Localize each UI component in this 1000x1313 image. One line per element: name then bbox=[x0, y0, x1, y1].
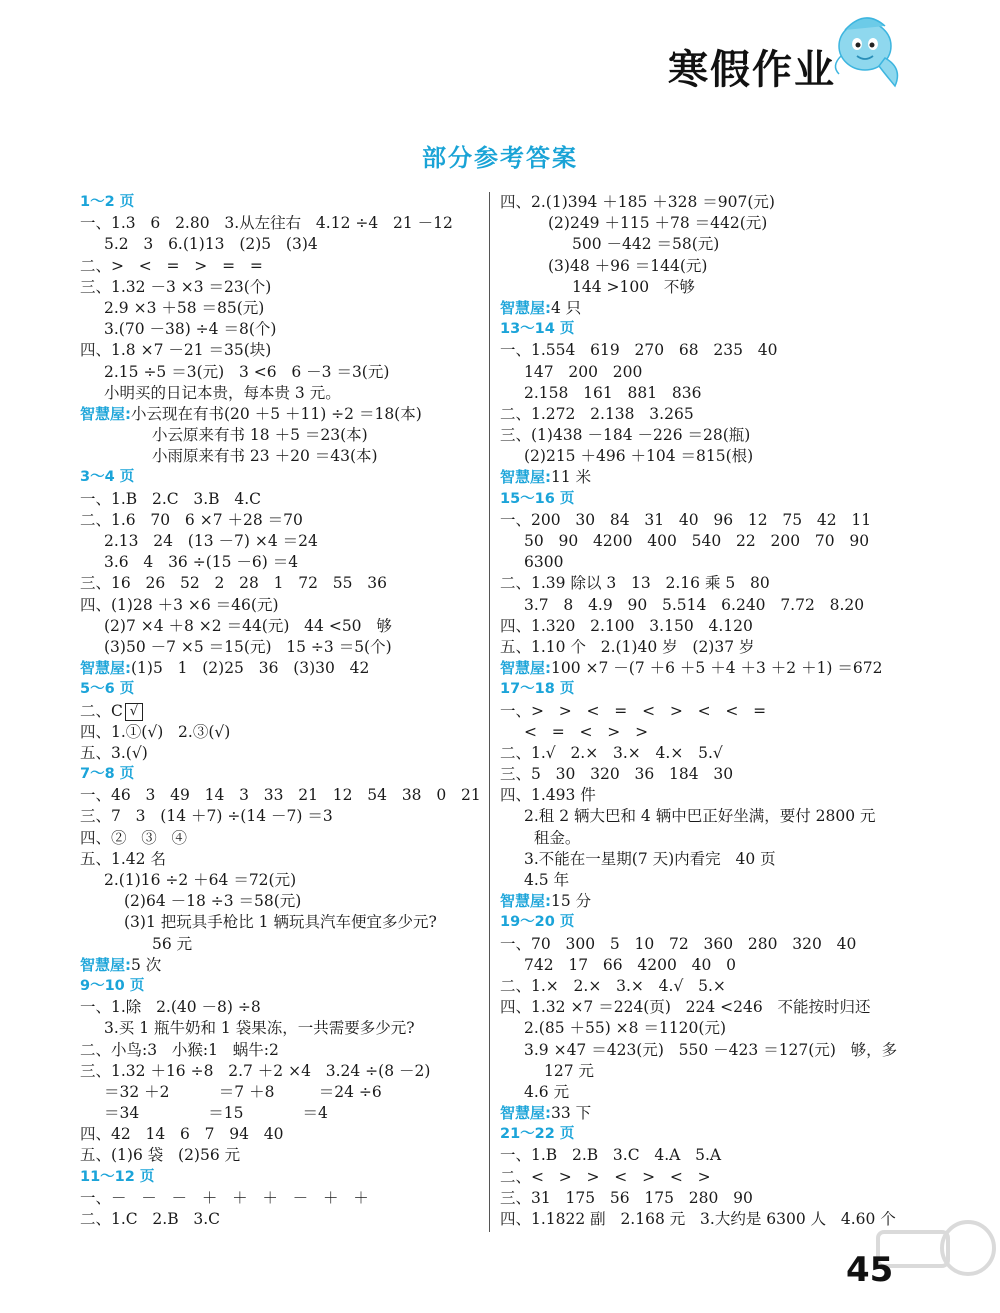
bonus-answer-text: 33 下 bbox=[551, 1104, 592, 1123]
bonus-answer-line bbox=[500, 467, 920, 488]
right-answer-column bbox=[500, 192, 920, 1230]
answer-line: 小明买的日记本贵，每本贵 3 元。 bbox=[104, 383, 341, 402]
bonus-answer-text: 小云现在有书(20 ＋5 ＋11) ÷2 ＝18(本) bbox=[131, 404, 422, 423]
bonus-answer-line bbox=[80, 404, 480, 425]
answer-line: (3)48 ＋96 ＝144(元) bbox=[548, 256, 708, 275]
answer-line: < = < > > bbox=[524, 722, 649, 741]
answer-line: 四、1.1822 副 2.168 元 3.大约是 6300 人 4.60 个 bbox=[500, 1210, 896, 1228]
answer-line: 三、1.32 －3 ×3 ＝23(个) bbox=[80, 277, 272, 296]
answer-line: 一、1.B 2.B 3.C 4.A 5.A bbox=[500, 1146, 722, 1165]
answer-line: 四、1.320 2.100 3.150 4.120 bbox=[500, 616, 753, 635]
section-page-range: 21～22 页 bbox=[500, 1126, 575, 1143]
answer-line: (3)1 把玩具手枪比 1 辆玩具汽车便宜多少元? bbox=[124, 913, 437, 932]
answer-text: 二、C bbox=[80, 701, 123, 720]
answer-line: 四、1.①(√) 2.③(√) bbox=[80, 722, 231, 741]
answer-line: 三、1.32 ＋16 ÷8 2.7 ＋2 ×4 3.24 ÷(8 －2) bbox=[80, 1061, 431, 1080]
answer-line: 二、1.× 2.× 3.× 4.√ 5.× bbox=[500, 976, 726, 995]
answer-line: 2.13 24 (13 －7) ×4 ＝24 bbox=[104, 532, 318, 550]
answer-line: 50 90 4200 400 540 22 200 70 90 bbox=[524, 532, 870, 550]
bonus-label: 智慧屋: bbox=[500, 298, 551, 317]
left-answer-column bbox=[80, 192, 480, 1230]
bonus-label: 智慧屋: bbox=[80, 955, 131, 974]
bonus-answer-text: (1)5 1 (2)25 36 (3)30 42 bbox=[131, 659, 370, 678]
answer-line: 四、1.8 ×7 －21 ＝35(块) bbox=[80, 341, 272, 360]
answer-line: 四、② ③ ④ bbox=[80, 828, 188, 847]
answer-line: 三、5 30 320 36 184 30 bbox=[500, 765, 734, 784]
bonus-answer-line bbox=[500, 1103, 920, 1124]
section-page-range: 5～6 页 bbox=[80, 681, 135, 698]
answer-line: 一、1.3 6 2.80 3.从左往右 4.12 ÷4 21 －12 bbox=[80, 214, 453, 233]
bonus-answer-line bbox=[500, 298, 920, 319]
answer-line: 2.158 161 881 836 bbox=[524, 383, 702, 402]
answer-line: 四、1.32 ×7 ＝224(页) 224 <246 不能按时归还 bbox=[500, 998, 871, 1017]
answer-line: 2.(85 ＋55) ×8 ＝1120(元) bbox=[524, 1019, 726, 1038]
answer-line bbox=[80, 701, 480, 722]
answer-line: 二、小鸟:3 小猴:1 蜗牛:2 bbox=[80, 1040, 279, 1059]
answer-line: 二、1.39 除以 3 13 2.16 乘 5 80 bbox=[500, 574, 770, 593]
dolphin-mascot-icon bbox=[825, 8, 910, 90]
answer-line: 一、1.554 619 270 68 235 40 bbox=[500, 341, 778, 360]
answer-line: 五、1.42 名 bbox=[80, 849, 166, 868]
answer-line: 2.9 ×3 ＋58 ＝85(元) bbox=[104, 298, 265, 317]
answer-line: 三、7 3 (14 ＋7) ÷(14 －7) ＝3 bbox=[80, 807, 333, 826]
answer-line: (3)50 －7 ×5 ＝15(元) 15 ÷3 ＝5(个) bbox=[104, 637, 392, 656]
answer-line: 五、1.10 个 2.(1)40 岁 (2)37 岁 bbox=[500, 637, 755, 656]
bonus-label: 智慧屋: bbox=[500, 659, 551, 678]
answer-line: 四、1.493 件 bbox=[500, 786, 596, 805]
bonus-answer-text: 15 分 bbox=[551, 892, 592, 911]
answer-line: 5.2 3 6.(1)13 (2)5 (3)4 bbox=[104, 235, 318, 254]
answer-line: 3.9 ×47 ＝423(元) 550 －423 ＝127(元) 够，多 bbox=[524, 1040, 898, 1059]
answer-line: 500 －442 ＝58(元) bbox=[572, 235, 720, 254]
checked-box-icon: √ bbox=[125, 703, 143, 721]
answer-line: 四、(1)28 ＋3 ×6 ＝46(元) bbox=[80, 595, 279, 614]
answer-line: (2)64 －18 ÷3 ＝58(元) bbox=[124, 892, 302, 911]
section-page-range: 11～12 页 bbox=[80, 1168, 155, 1185]
answer-line: 二、1.272 2.138 3.265 bbox=[500, 404, 694, 423]
bonus-answer-text: 5 次 bbox=[131, 955, 162, 974]
section-page-range: 9～10 页 bbox=[80, 977, 145, 994]
bonus-label: 智慧屋: bbox=[500, 1104, 551, 1123]
section-page-range: 13～14 页 bbox=[500, 321, 575, 338]
bonus-label: 智慧屋: bbox=[500, 468, 551, 487]
section-page-range: 7～8 页 bbox=[80, 766, 135, 783]
answer-line: 四、42 14 6 7 94 40 bbox=[80, 1125, 284, 1144]
answer-line: 二、1.6 70 6 ×7 ＋28 ＝70 bbox=[80, 510, 303, 529]
answer-line: 4.6 元 bbox=[524, 1082, 570, 1101]
answer-line: 二、1.√ 2.× 3.× 4.× 5.√ bbox=[500, 743, 723, 762]
answer-line: 3.7 8 4.9 90 5.514 6.240 7.72 8.20 bbox=[524, 595, 865, 614]
section-page-range: 17～18 页 bbox=[500, 681, 575, 698]
bonus-answer-line bbox=[500, 658, 920, 679]
bonus-answer-text: 4 只 bbox=[551, 298, 582, 317]
answer-line: 742 17 66 4200 40 0 bbox=[524, 955, 736, 974]
answer-line: ＝32 ＋2 ＝7 ＋8 ＝24 ÷6 bbox=[104, 1082, 382, 1101]
bonus-answer-text: 100 ×7 －(7 ＋6 ＋5 ＋4 ＋3 ＋2 ＋1) ＝672 bbox=[551, 659, 883, 678]
page-heading: 部分参考答案 bbox=[422, 144, 578, 172]
answer-line: 租金。 bbox=[524, 828, 581, 847]
answer-line: 56 元 bbox=[152, 934, 193, 953]
section-page-range: 3～4 页 bbox=[80, 469, 135, 486]
bonus-answer-line bbox=[80, 955, 480, 976]
answer-line: 小雨原来有书 23 ＋20 ＝43(本) bbox=[152, 447, 378, 466]
page-number: 45 bbox=[846, 1250, 894, 1290]
answer-line: 四、2.(1)394 ＋185 ＋328 ＝907(元) bbox=[500, 193, 775, 211]
section-page-range: 19～20 页 bbox=[500, 914, 575, 931]
answer-line: 三、31 175 56 175 280 90 bbox=[500, 1188, 753, 1207]
answer-line: 一、－ － － ＋ ＋ ＋ － ＋ ＋ bbox=[80, 1188, 369, 1207]
answer-line: 五、(1)6 袋 (2)56 元 bbox=[80, 1146, 241, 1165]
bonus-label: 智慧屋: bbox=[80, 404, 131, 423]
answer-line: 147 200 200 bbox=[524, 362, 643, 381]
answer-line: 三、16 26 52 2 28 1 72 55 36 bbox=[80, 574, 388, 593]
answer-line: (2)249 ＋115 ＋78 ＝442(元) bbox=[548, 214, 768, 233]
answer-line: (2)7 ×4 ＋8 ×2 ＝44(元) 44 <50 够 bbox=[104, 616, 392, 635]
bonus-answer-text: 11 米 bbox=[551, 468, 592, 487]
answer-line: 二、< > > < > < > bbox=[500, 1167, 711, 1186]
answer-line: 五、3.(√) bbox=[80, 743, 148, 762]
section-page-range: 15～16 页 bbox=[500, 490, 575, 507]
answer-line: 3.6 4 36 ÷(15 －6) ＝4 bbox=[104, 553, 299, 572]
answer-line: (2)215 ＋496 ＋104 ＝815(根) bbox=[524, 447, 754, 466]
answer-line: 6300 bbox=[524, 553, 564, 572]
answer-line: 127 元 bbox=[544, 1061, 595, 1080]
answer-line: 二、1.C 2.B 3.C bbox=[80, 1210, 221, 1228]
answer-line: 一、200 30 84 31 40 96 12 75 42 11 bbox=[500, 510, 872, 529]
answer-line: 2.(1)16 ÷2 ＋64 ＝72(元) bbox=[104, 871, 297, 889]
answer-line: 一、1.除 2.(40 －8) ÷8 bbox=[80, 998, 261, 1017]
answer-line: 二、> < = > = = bbox=[80, 256, 263, 275]
answer-line: 2.租 2 辆大巴和 4 辆中巴正好坐满，要付 2800 元 bbox=[524, 807, 876, 826]
answer-line: 3.不能在一星期(7 天)内看完 40 页 bbox=[524, 849, 776, 868]
bonus-answer-line bbox=[80, 658, 480, 679]
answer-line: 一、1.B 2.C 3.B 4.C bbox=[80, 489, 261, 508]
answer-line: 3.(70 －38) ÷4 ＝8(个) bbox=[104, 320, 277, 339]
answer-line: 一、70 300 5 10 72 360 280 320 40 bbox=[500, 934, 857, 953]
section-page-range: 1～2 页 bbox=[80, 194, 135, 210]
answer-line: 2.15 ÷5 ＝3(元) 3 <6 6 －3 ＝3(元) bbox=[104, 362, 390, 381]
answer-line: ＝34 ＝15 ＝4 bbox=[104, 1104, 328, 1123]
answer-line: 3.买 1 瓶牛奶和 1 袋果冻，一共需要多少元? bbox=[104, 1019, 415, 1038]
header-title: 寒假作业 bbox=[668, 46, 836, 93]
bonus-label: 智慧屋: bbox=[500, 892, 551, 911]
answer-line: 一、> > < = < > < < = bbox=[500, 701, 767, 720]
answer-line: 三、(1)438 －184 －226 ＝28(瓶) bbox=[500, 426, 751, 445]
answer-line: 144 >100 不够 bbox=[572, 277, 695, 296]
bonus-answer-line bbox=[500, 891, 920, 912]
answer-line: 一、46 3 49 14 3 33 21 12 54 38 0 21 bbox=[80, 786, 481, 805]
bonus-label: 智慧屋: bbox=[80, 659, 131, 678]
answer-line: 小云原来有书 18 ＋5 ＝23(本) bbox=[152, 426, 368, 445]
column-divider bbox=[489, 192, 490, 1232]
answer-line: 4.5 年 bbox=[524, 871, 570, 889]
